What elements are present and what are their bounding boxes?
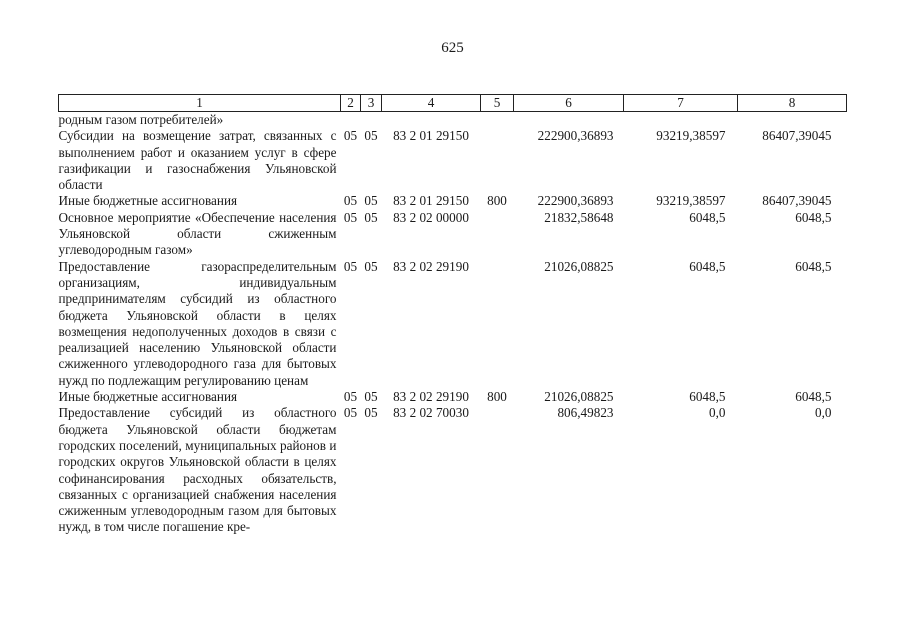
row-amount-col6: 21026,08825 <box>544 258 614 274</box>
column-header-2: 2 <box>341 95 361 112</box>
row-target-article: 83 2 02 00000 <box>393 209 469 225</box>
page-number: 625 <box>441 40 464 56</box>
row-subsection: 05 <box>364 193 378 209</box>
row-section: 05 <box>343 193 358 209</box>
column-header-8: 8 <box>738 95 847 112</box>
row-target-article: 83 2 02 29190 <box>393 258 469 274</box>
row-amount-col7: 93219,38597 <box>656 193 726 209</box>
row-section: 05 <box>343 405 358 421</box>
table-row <box>59 405 847 535</box>
row-description: Иные бюджетные ассигнования <box>58 193 238 209</box>
row-amount-col8: 6048,5 <box>795 209 832 225</box>
column-header-7: 7 <box>624 95 738 112</box>
row-subsection: 05 <box>364 405 378 421</box>
row-target-article: 83 2 01 29150 <box>393 128 469 144</box>
row-amount-col7: 6048,5 <box>689 209 726 225</box>
row-amount-col6: 222900,36893 <box>537 193 614 209</box>
row-amount-col7 <box>624 112 738 129</box>
row-subsection <box>361 112 382 129</box>
table-row <box>59 193 847 209</box>
row-description: Иные бюджетные ассигнования <box>58 389 238 405</box>
row-subsection: 05 <box>364 128 378 144</box>
row-amount-col7: 93219,38597 <box>656 128 726 144</box>
row-expense-type <box>481 128 514 193</box>
row-description: Предоставление субсидий из областного бюджета Ульяновской области бюджетам городских поселений, муниципальных районов и городских округов Ульяновской области в целях софинансирования расходных обязательств, связанных с организацией снабжения населения сжиженным углеводородным газом для бытовых нужд, в том числе погашение кре- <box>58 405 337 535</box>
row-amount-col7: 0,0 <box>709 405 726 421</box>
row-description: Основное мероприятие «Обеспечение населения Ульяновской области сжиженным углеводородным газом» <box>58 209 337 258</box>
row-expense-type <box>481 210 514 259</box>
row-amount-col8: 6048,5 <box>795 389 832 405</box>
table-row <box>59 210 847 259</box>
row-expense-type <box>481 259 514 389</box>
row-expense-type: 800 <box>487 193 507 209</box>
row-amount-col6: 21026,08825 <box>544 389 614 405</box>
table-row <box>59 259 847 389</box>
table-row <box>59 128 847 193</box>
row-amount-col6: 222900,36893 <box>537 128 614 144</box>
row-target-article: 83 2 01 29150 <box>393 193 469 209</box>
row-subsection: 05 <box>364 389 378 405</box>
row-expense-type: 800 <box>487 389 507 405</box>
row-section: 05 <box>343 209 358 225</box>
row-amount-col7: 6048,5 <box>689 258 726 274</box>
table-header <box>59 95 847 112</box>
row-section <box>341 112 361 129</box>
row-description: Предоставление газораспределительным организациям, индивидуальным предпринимателям субсидий из областного бюджета Ульяновской области в целях возмещения недополученных доходов в связи с реализацией населению Ульяновской области сжиженного углеводородного газа для бытовых нужд по подлежащим регулированию ценам <box>58 258 337 388</box>
budget-table <box>58 94 847 536</box>
row-amount-col8: 86407,39045 <box>762 193 832 209</box>
row-section: 05 <box>343 258 358 274</box>
table-row <box>59 389 847 405</box>
row-amount-col7: 6048,5 <box>689 389 726 405</box>
row-amount-col8 <box>738 112 847 129</box>
row-expense-type <box>481 405 514 535</box>
row-section: 05 <box>343 128 358 144</box>
row-target-article: 83 2 02 70030 <box>393 405 469 421</box>
column-header-4: 4 <box>382 95 481 112</box>
row-amount-col6: 806,49823 <box>557 405 614 421</box>
column-header-6: 6 <box>514 95 624 112</box>
row-target-article: 83 2 02 29190 <box>393 389 469 405</box>
row-subsection: 05 <box>364 258 378 274</box>
column-header-5: 5 <box>481 95 514 112</box>
row-target-article <box>382 112 481 129</box>
column-header-1: 1 <box>59 95 341 112</box>
row-amount-col8: 86407,39045 <box>762 128 832 144</box>
row-description: Субсидии на возмещение затрат, связанных с выполнением работ и оказанием услуг в сфере газификации и газоснабжения Ульяновской области <box>58 128 337 193</box>
row-amount-col6: 21832,58648 <box>544 209 614 225</box>
column-header-3: 3 <box>361 95 382 112</box>
row-amount-col6 <box>514 112 624 129</box>
row-amount-col8: 6048,5 <box>795 258 832 274</box>
row-section: 05 <box>343 389 358 405</box>
row-description: родным газом потребителей» <box>58 112 224 127</box>
row-expense-type <box>481 112 514 129</box>
row-subsection: 05 <box>364 209 378 225</box>
row-amount-col8: 0,0 <box>815 405 832 421</box>
table-row <box>59 112 847 129</box>
